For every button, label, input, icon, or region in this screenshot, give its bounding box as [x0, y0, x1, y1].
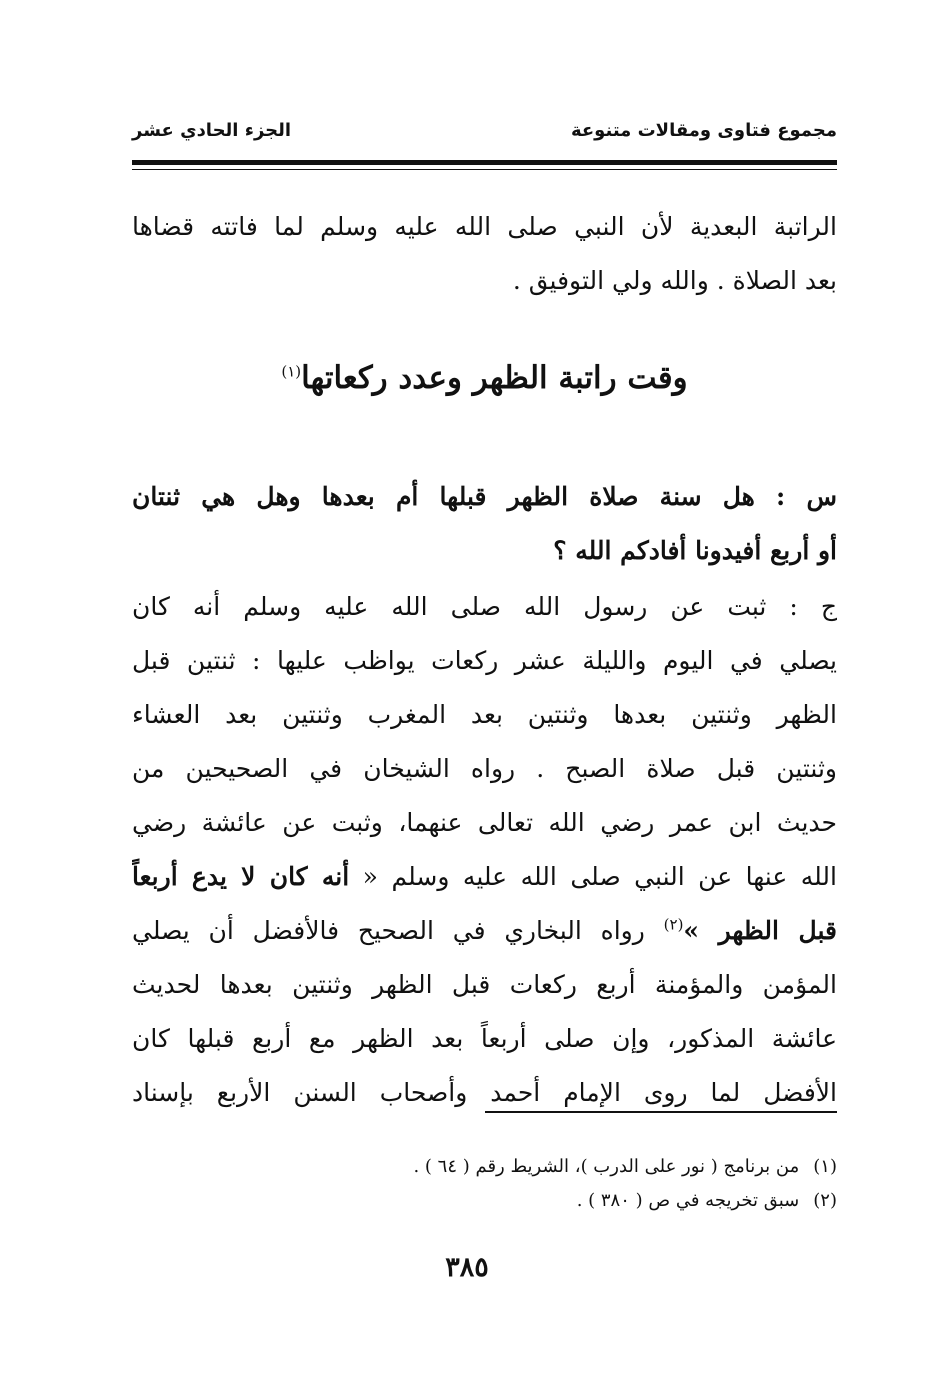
question-paragraph: [132, 470, 837, 578]
footnote-number: (٢): [813, 1190, 837, 1211]
answer-line: عائشة المذكور، وإن صلى أربعاً بعد الظهر مع أربع قبلها كان: [132, 1024, 837, 1053]
question-line: أو أربع أفيدونا أفادكم الله ؟: [553, 536, 837, 565]
question-line: س : هل سنة صلاة الظهر قبلها أم بعدها وهل هي ثنتان: [132, 482, 837, 511]
text-line: الراتبة البعدية لأن النبي صلى الله عليه وسلم لما فاتته قضاها: [132, 212, 837, 241]
footnote-marker: (٢): [663, 915, 684, 934]
running-header: [132, 118, 837, 150]
section-title: [132, 350, 837, 406]
page-number: ٣٨٥: [445, 1252, 489, 1283]
answer-paragraph: [132, 580, 837, 1120]
hadith-quote: أنه كان لا يدع أربعاً: [132, 862, 350, 891]
answer-line: يصلي في اليوم والليلة عشر ركعات يواظب عليها : ثنتين قبل: [132, 646, 837, 675]
section-title-text: وقت راتبة الظهر وعدد ركعاتها: [301, 360, 688, 396]
answer-line: المؤمن والمؤمنة أربع ركعات قبل الظهر وثنتين بعدها لحديث: [132, 970, 837, 999]
answer-line: [132, 850, 837, 904]
answer-line: الظهر وثنتين بعدها وثنتين بعد المغرب وثنتين بعد العشاء: [132, 700, 837, 729]
footnote-number: (١): [813, 1156, 837, 1177]
answer-line: [132, 904, 837, 958]
book-title: مجموع فتاوى ومقالات متنوعة: [570, 120, 837, 141]
footnote: [132, 1150, 837, 1184]
footnote: [132, 1184, 837, 1218]
footnote-separator: [485, 1111, 837, 1113]
answer-line: وثنتين قبل صلاة الصبح . رواه الشيخان في الصحيحين من: [132, 754, 837, 783]
answer-text: الله عنها عن النبي صلى الله عليه وسلم «: [349, 862, 837, 891]
header-rule-thick: [132, 160, 837, 165]
answer-text: رواه البخاري في الصحيح فالأفضل أن يصلي: [132, 916, 664, 945]
answer-line: حديث ابن عمر رضي الله تعالى عنهما، وثبت عن عائشة رضي: [132, 808, 837, 837]
header-rule-thin: [132, 169, 837, 170]
answer-line: الأفضل لما روى الإمام أحمد وأصحاب السنن الأربع بإسناد: [132, 1078, 837, 1107]
footnote-text: سبق تخريجه في ص ( ٣٨٠ ) .: [576, 1190, 800, 1211]
volume-label: الجزء الحادي عشر: [132, 120, 292, 141]
intro-paragraph: [132, 200, 837, 308]
hadith-quote: قبل الظهر »: [683, 916, 837, 945]
text-line: بعد الصلاة . والله ولي التوفيق .: [512, 266, 837, 295]
footnote-marker: (١): [281, 362, 302, 381]
answer-line: ج : ثبت عن رسول الله صلى الله عليه وسلم أنه كان: [132, 592, 837, 621]
footnotes: [132, 1150, 837, 1218]
footnote-text: من برنامج ( نور على الدرب )، الشريط رقم ( ٦٤ ) .: [413, 1156, 800, 1177]
